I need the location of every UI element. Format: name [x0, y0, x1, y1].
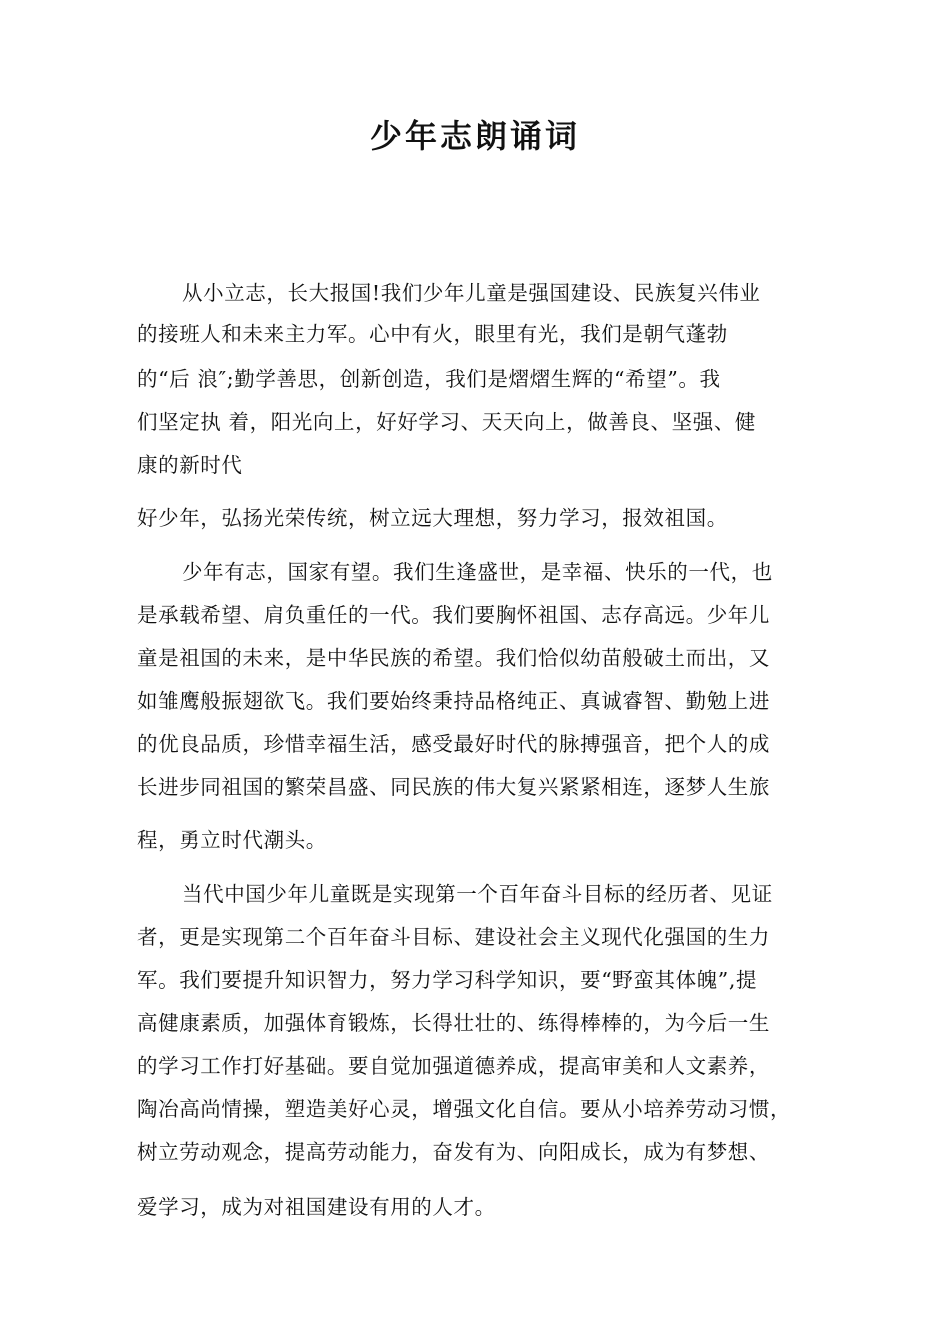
text-line: 程，勇立时代潮头。	[137, 828, 327, 852]
text-line: 军。我们要提升知识智力，努力学习科学知识，要“野蛮其体魄”,提	[137, 968, 758, 992]
text-line: 陶冶高尚情操，塑造美好心灵，增强文化自信。要从小培养劳动习惯，	[137, 1097, 792, 1121]
text-line: 是承载希望、肩负重任的一代。我们要胸怀祖国、志存高远。少年儿	[137, 603, 770, 627]
document-title: 少年志朗诵词	[369, 117, 580, 155]
text-line: 爱学习，成为对祖国建设有用的人才。	[137, 1195, 496, 1219]
text-line: 少年有志，国家有望。我们生逢盛世，是幸福、快乐的一代，也	[182, 560, 773, 584]
text-line: 童是祖国的未来，是中华民族的希望。我们恰似幼苗般破土而出，又	[137, 646, 770, 670]
text-line: 树立劳动观念，提高劳动能力，奋发有为、向阳成长，成为有梦想、	[137, 1140, 770, 1164]
text-line: 从小立志，长大报国!我们少年儿童是强国建设、民族复兴伟业	[182, 281, 761, 305]
text-line: 高健康素质，加强体育锻炼，长得壮壮的、练得棒棒的，为今后一生	[137, 1011, 770, 1035]
text-line: 的“后 浪″;勤学善思，创新创造，我们是熠熠生辉的“希望”。我	[137, 367, 721, 391]
text-line: 的接班人和未来主力军。心中有火，眼里有光，我们是朝气蓬勃	[137, 322, 728, 346]
text-line: 的优良品质，珍惜幸福生活，感受最好时代的脉搏强音，把个人的成	[137, 732, 770, 756]
text-line: 当代中国少年儿童既是实现第一个百年奋斗目标的经历者、见证	[182, 882, 773, 906]
text-line: 康的新时代	[137, 453, 243, 477]
text-line: 们坚定执 着，阳光向上，好好学习、天天向上，做善良、坚强、健	[137, 410, 757, 434]
text-line: 如雏鹰般振翅欲飞。我们要始终秉持品格纯正、真诚睿智、勤勉上进	[137, 689, 770, 713]
text-line: 者，更是实现第二个百年奋斗目标、建设社会主义现代化强国的生力	[137, 925, 770, 949]
text-line: 好少年，弘扬光荣传统，树立远大理想，努力学习，报效祖国。	[137, 506, 728, 530]
text-line: 的学习工作打好基础。要自觉加强道德养成，提高审美和人文素养，	[137, 1054, 770, 1078]
text-line: 长进步同祖国的繁荣昌盛、同民族的伟大复兴紧紧相连，逐梦人生旅	[137, 775, 770, 799]
